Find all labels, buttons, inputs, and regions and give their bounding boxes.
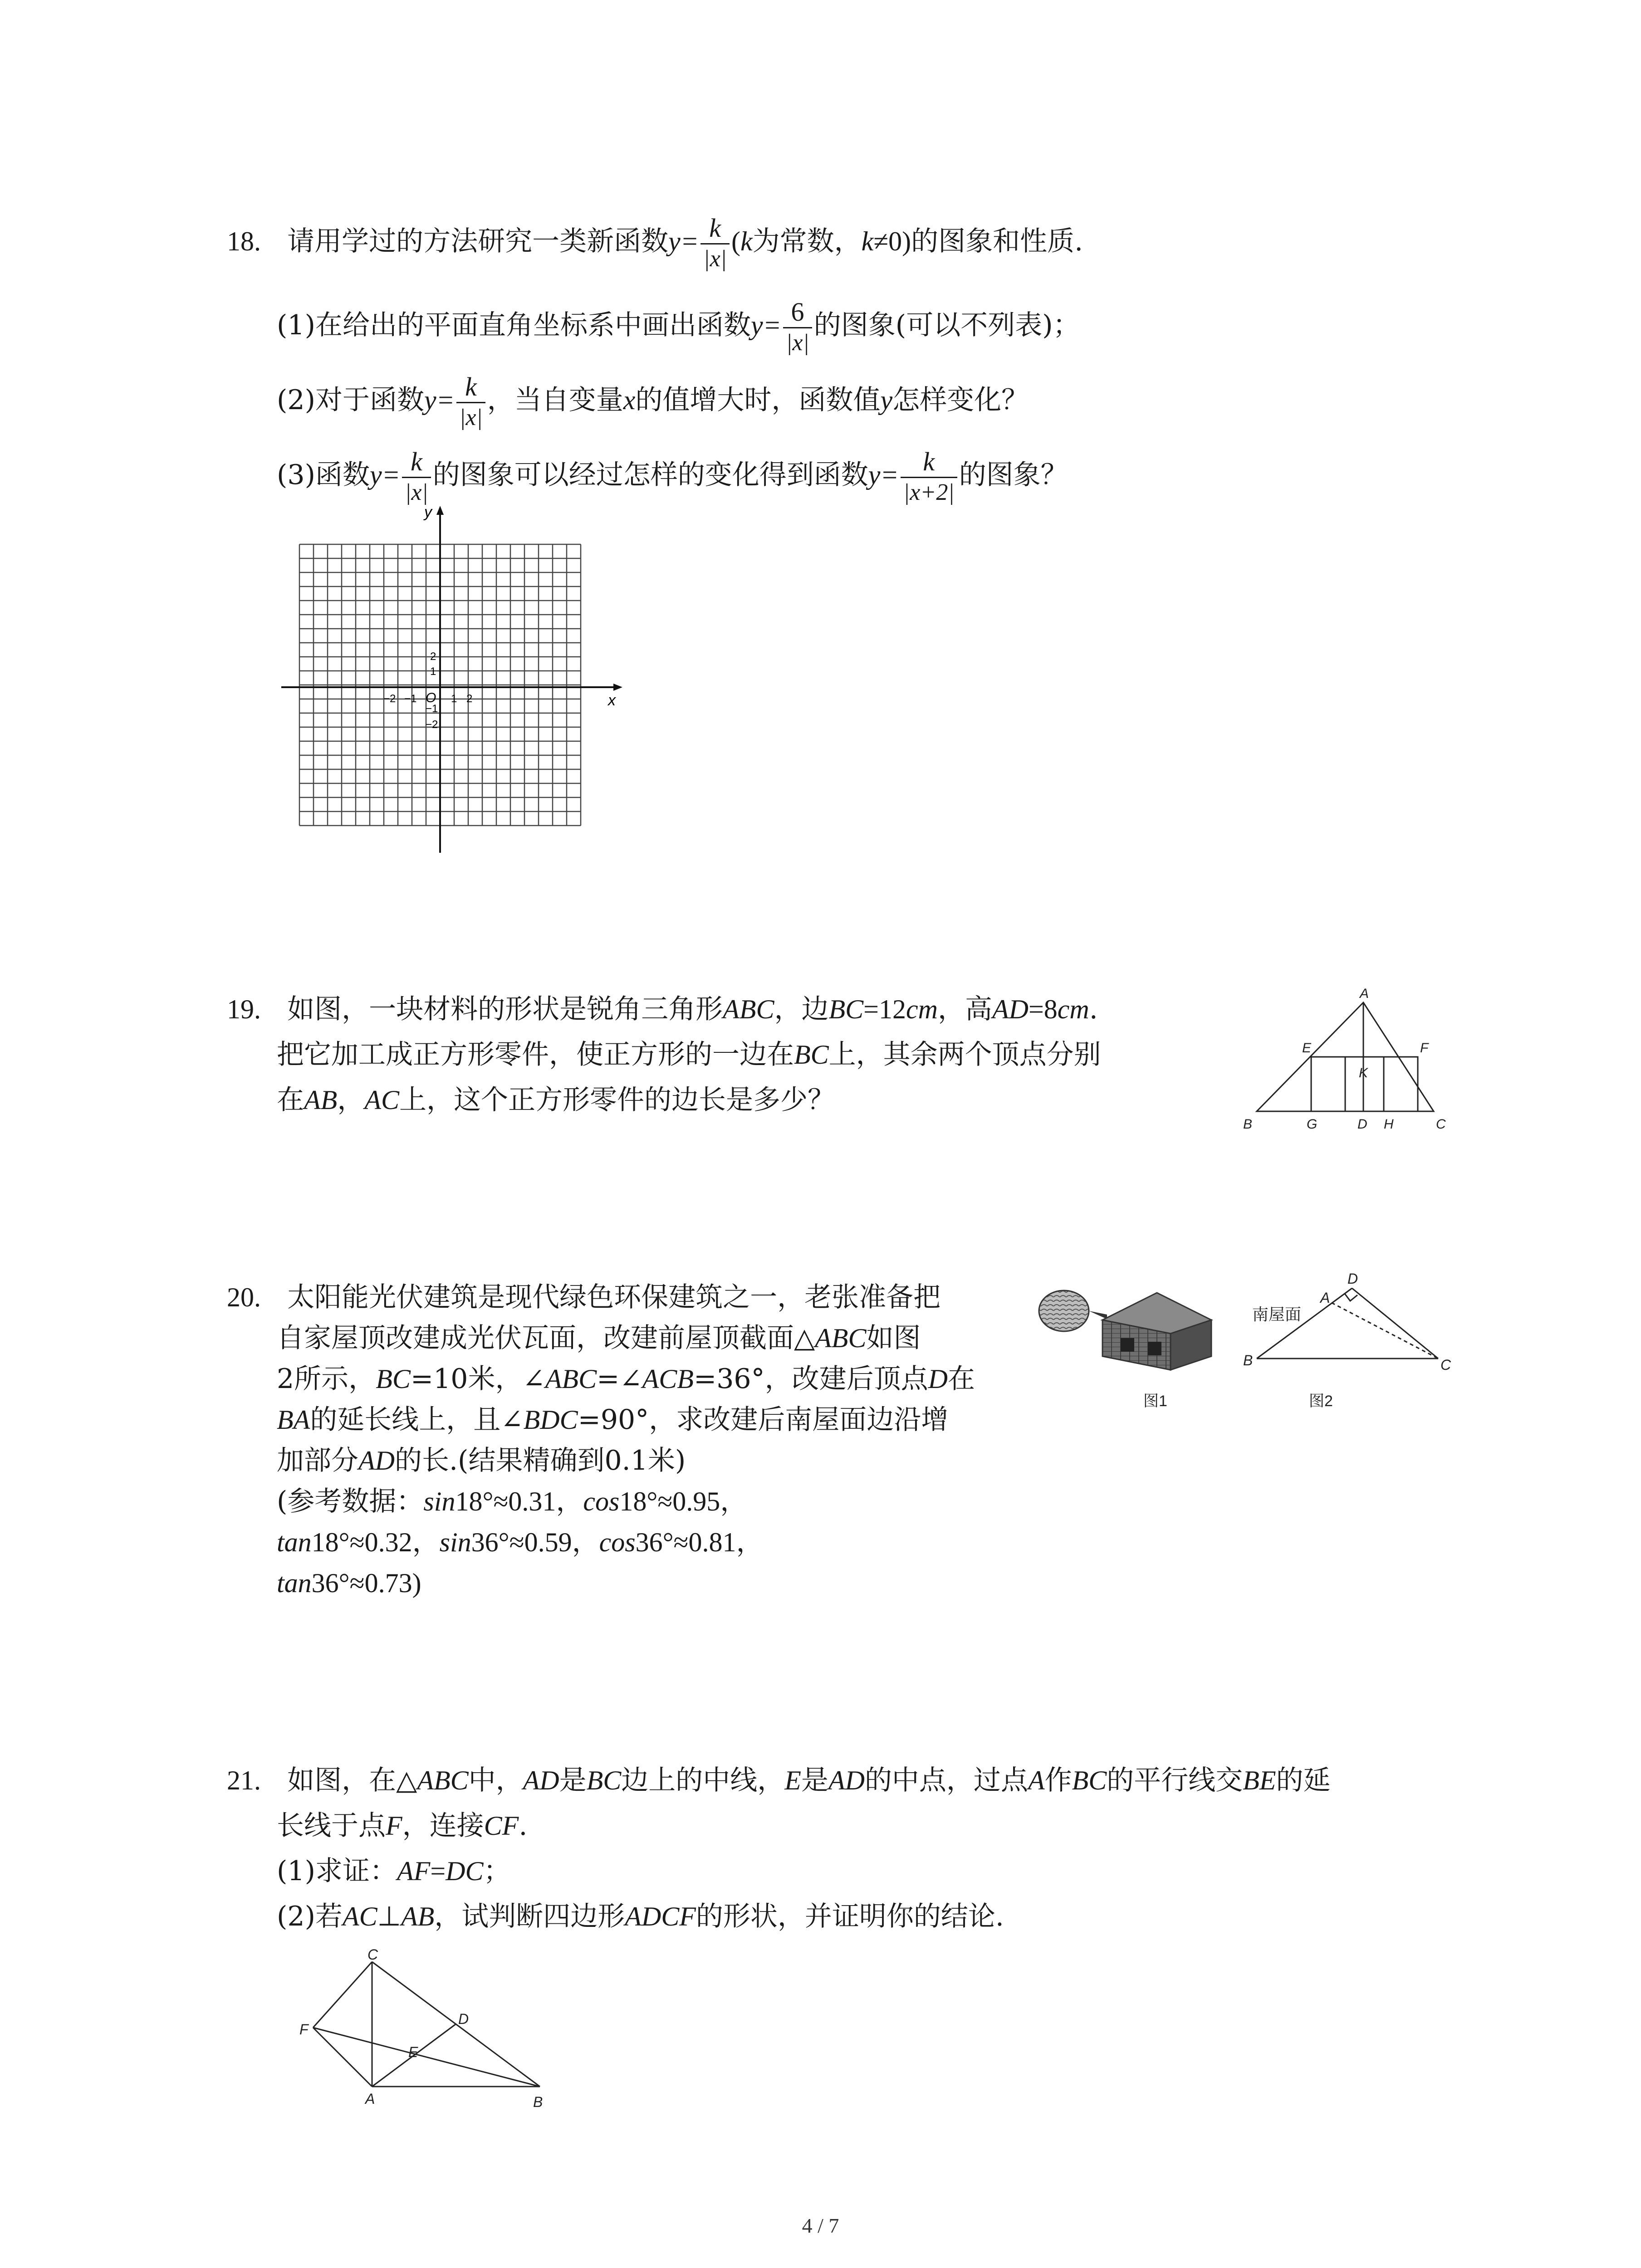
y-tick-neg2: −2 [426,719,438,731]
q20-line8: tan36°≈0.73) [277,1568,421,1598]
q18-part1: (1)在给出的平面直角坐标系中画出函数y= $\frac{6}{|x|}$ 的图象(可以不列表)； [277,297,1080,357]
label-D: D [458,2011,469,2027]
origin-label: O [426,690,436,705]
q18-stem: 18. 请用学过的方法研究一类新函数y= $\frac{k}{|x|}$ (k为常数，k≠0)的图象和性质. [227,213,1083,274]
figure2-caption: 图2 [1309,1393,1333,1410]
q21-part2: (2)若AC⊥AB，试判断四边形ADCF的形状，并证明你的结论. [277,1901,1004,1932]
fraction-k-over-abs-x: $\frac{k}{|x|}$ [402,447,431,507]
q19-triangle-figure [1234,984,1470,1148]
q20-figure1-house [1034,1275,1216,1424]
x-tick-neg1: −1 [404,693,417,705]
label-C: C [1440,1357,1451,1373]
q18-number: 18. [227,226,261,257]
x-axis-label: x [608,692,616,709]
q19-line3: 在AB，AC上，这个正方形零件的边长是多少？ [277,1084,835,1116]
q18-coordinate-grid [272,503,907,866]
label-A: A [365,2091,375,2107]
y-tick-2: 2 [430,650,436,663]
q20-line4: BA的延长线上，且∠BDC=90°，求改建后南屋面边沿增 [277,1404,949,1436]
label-B: B [533,2094,543,2110]
label-C: C [367,1946,378,1963]
y-tick-neg1: −1 [426,703,438,715]
q19-number: 19. [227,994,261,1024]
q20-line7: tan18°≈0.32，sin36°≈0.59，cos36°≈0.81， [277,1527,764,1557]
q21-figure [272,1946,599,2150]
fraction-6-over-abs-x: $\frac{6}{|x|}$ [783,297,812,357]
label-D: D [1357,1117,1367,1132]
q18-part3: (3)函数y= $\frac{k}{|x|}$ 的图象可以经过怎样的变化得到函数y= $\frac{k}{|x+2|}$ 的图象？ [277,447,1068,507]
q20-line1: 20. 太阳能光伏建筑是现代绿色环保建筑之一，老张准备把 [227,1281,941,1313]
south-roof-label: 南屋面 [1252,1305,1302,1324]
q21-line2: 长线于点F，连接CF. [277,1810,528,1842]
label-F: F [1420,1041,1429,1056]
q20-line3: 2所示，BC=10米，∠ABC=∠ACB=36°，改建后顶点D在 [277,1363,975,1395]
label-G: G [1307,1117,1318,1132]
label-E: E [408,2044,418,2060]
q20-line5: 加部分AD的长.(结果精确到0.1米) [277,1445,686,1476]
fraction-k-over-abs-x-plus-2: $\frac{k}{|x+2|}$ [901,447,957,507]
y-axis-label: y [424,503,432,521]
label-K: K [1359,1066,1368,1080]
x-tick-neg2: −2 [383,693,396,705]
q20-number: 20. [227,1282,261,1312]
label-E: E [1302,1041,1312,1056]
x-tick-1: 1 [451,693,457,705]
label-A: A [1360,986,1369,1001]
q20-line2: 自家屋顶改建成光伏瓦面，改建前屋顶截面△ABC如图 [277,1322,921,1354]
figure1-caption: 图1 [1143,1393,1167,1410]
label-A: A [1320,1290,1330,1306]
label-H: H [1384,1117,1394,1132]
q19-line2: 把它加工成正方形零件，使正方形的一边在BC上，其余两个顶点分别 [277,1039,1101,1070]
q20-line6: (参考数据：sin18°≈0.31，cos18°≈0.95， [277,1486,748,1517]
q18-part2: (2)对于函数y= $\frac{k}{|x|}$ ，当自变量x的值增大时，函数值y怎样变化？ [277,372,1029,432]
label-C: C [1436,1117,1446,1132]
label-B: B [1243,1117,1253,1132]
y-tick-1: 1 [430,665,436,678]
q21-number: 21. [227,1765,261,1795]
q21-part1: (1)求证：AF=DC； [277,1855,511,1887]
q20-figure2-triangle [1234,1270,1470,1420]
fraction-k-over-abs-x: $\frac{k}{|x|}$ [456,372,485,432]
label-B: B [1243,1352,1253,1369]
fraction-k-over-abs-x: $\frac{k}{|x|}$ [700,213,730,274]
label-D: D [1347,1271,1358,1287]
q21-line1: 21. 如图，在△ABC中，AD是BC边上的中线，E是AD的中点，过点A作BC的平行线交BE的延 [227,1765,1331,1796]
x-tick-2: 2 [466,693,473,705]
label-F: F [299,2021,309,2038]
q19-line1: 19. 如图，一块材料的形状是锐角三角形ABC，边BC=12cm，高AD=8cm. [227,993,1098,1025]
page-number: 4 / 7 [802,2214,839,2237]
